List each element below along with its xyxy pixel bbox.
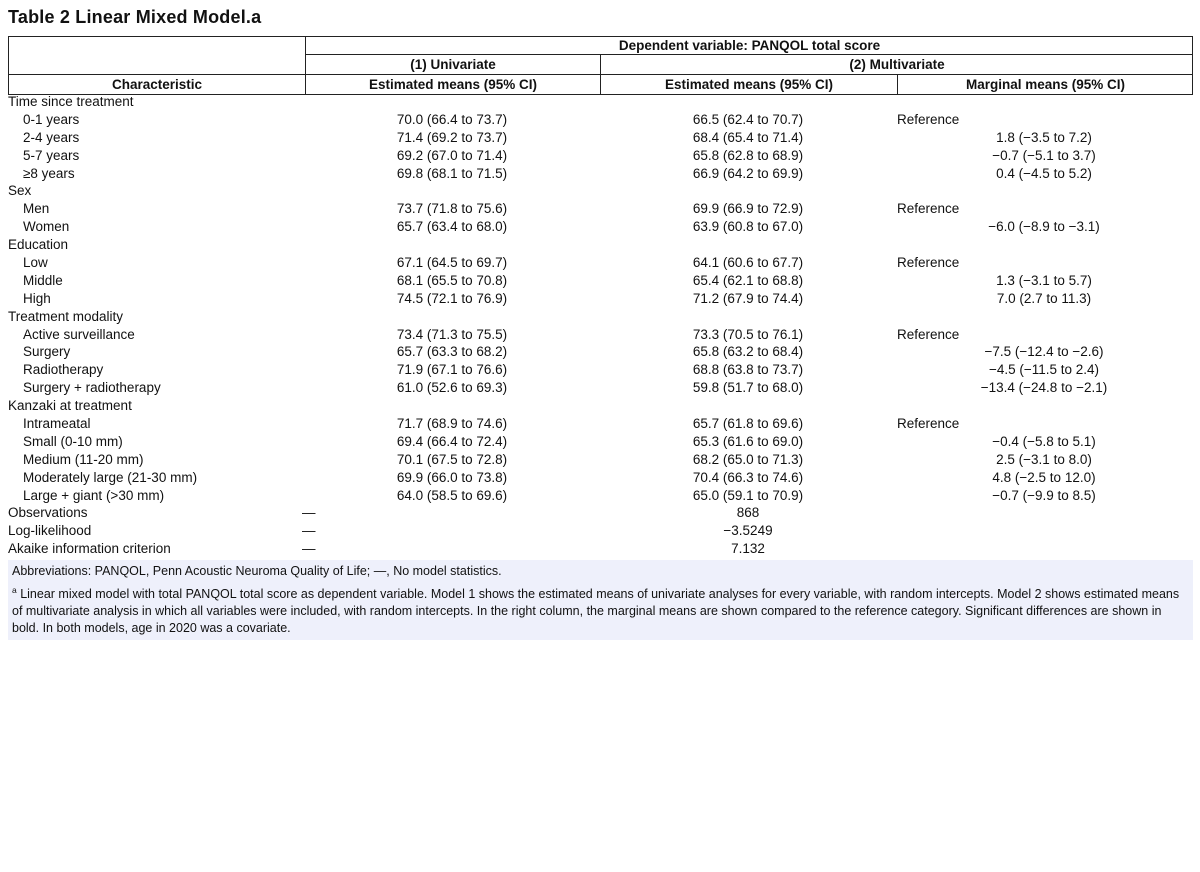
univariate-cell: 61.0 (52.6 to 69.3) <box>396 380 508 396</box>
multivariate-cell: 65.4 (62.1 to 68.8) <box>692 272 804 288</box>
univariate-cell: — <box>302 541 316 557</box>
marginal-cell: Reference <box>897 416 960 432</box>
multivariate-cell: 68.2 (65.0 to 71.3) <box>692 451 804 467</box>
table-row <box>0 379 1200 397</box>
univariate-cell: 69.8 (68.1 to 71.5) <box>396 165 508 181</box>
marginal-cell: Reference <box>897 111 960 127</box>
multivariate-cell: 66.9 (64.2 to 69.9) <box>692 165 804 181</box>
table-row <box>0 254 1200 272</box>
univariate-cell: 69.4 (66.4 to 72.4) <box>396 433 508 449</box>
row-label: Active surveillance <box>23 326 135 342</box>
group-label: Treatment modality <box>8 308 124 324</box>
univariate-cell: 69.9 (66.0 to 73.8) <box>396 469 508 485</box>
marginal-cell: Reference <box>897 255 960 271</box>
univariate-cell: — <box>302 523 316 539</box>
row-label: Men <box>23 201 50 217</box>
dependent-variable-header: Dependent variable: PANQOL total score <box>618 38 881 53</box>
estimated-means-1-header: Estimated means (95% CI) <box>368 77 538 92</box>
marginal-cell: 1.3 (−3.1 to 5.7) <box>996 272 1092 288</box>
row-label: Observations <box>8 505 88 521</box>
group-label: Education <box>8 237 69 253</box>
table-body <box>0 93 1200 558</box>
multivariate-cell: 65.0 (59.1 to 70.9) <box>692 487 804 503</box>
row-label: 2-4 years <box>23 129 80 145</box>
row-label: 5-7 years <box>23 147 80 163</box>
multivariate-cell: 73.3 (70.5 to 76.1) <box>692 326 804 342</box>
multivariate-cell: 64.1 (60.6 to 67.7) <box>692 255 804 271</box>
group-row <box>0 397 1200 415</box>
row-label: Low <box>23 255 48 271</box>
row-label: Surgery <box>23 344 71 360</box>
marginal-cell: 0.4 (−4.5 to 5.2) <box>996 165 1092 181</box>
univariate-cell: 71.4 (69.2 to 73.7) <box>396 129 508 145</box>
table-row <box>0 451 1200 469</box>
row-label: Akaike information criterion <box>8 541 171 557</box>
row-label: Large + giant (>30 mm) <box>23 487 165 503</box>
table-row <box>0 165 1200 183</box>
statistic-row <box>0 504 1200 522</box>
table-row <box>0 272 1200 290</box>
marginal-cell: −0.7 (−9.9 to 8.5) <box>992 487 1096 503</box>
row-label: ≥8 years <box>23 165 75 181</box>
marginal-cell: −6.0 (−8.9 to −3.1) <box>988 219 1100 235</box>
marginal-cell: −13.4 (−24.8 to −2.1) <box>980 380 1108 396</box>
multivariate-cell: 66.5 (62.4 to 70.7) <box>692 111 804 127</box>
multivariate-cell: 7.132 <box>731 541 765 557</box>
group-row <box>0 308 1200 326</box>
group-label: Sex <box>8 183 32 199</box>
multivariate-cell: 65.7 (61.8 to 69.6) <box>692 416 804 432</box>
multivariate-cell: 59.8 (51.7 to 68.0) <box>692 380 804 396</box>
row-label: Medium (11-20 mm) <box>23 451 144 467</box>
univariate-cell: 70.1 (67.5 to 72.8) <box>396 451 508 467</box>
marginal-cell: 2.5 (−3.1 to 8.0) <box>996 451 1092 467</box>
row-label: Log-likelihood <box>8 523 92 539</box>
row-label: 0-1 years <box>23 111 80 127</box>
table-header <box>8 36 1193 95</box>
abbreviations-note: Abbreviations: PANQOL, Penn Acoustic Neuroma Quality of Life; —, No model statistics. <box>12 564 502 578</box>
group-row <box>0 182 1200 200</box>
univariate-cell: 74.5 (72.1 to 76.9) <box>396 290 508 306</box>
multivariate-cell: 65.8 (62.8 to 68.9) <box>692 147 804 163</box>
multivariate-cell: −3.5249 <box>723 523 773 539</box>
marginal-cell: 4.8 (−2.5 to 12.0) <box>992 469 1096 485</box>
multivariate-cell: 65.3 (61.6 to 69.0) <box>692 433 804 449</box>
marginal-cell: −0.7 (−5.1 to 3.7) <box>992 147 1096 163</box>
univariate-cell: 67.1 (64.5 to 69.7) <box>396 255 508 271</box>
univariate-cell: 64.0 (58.5 to 69.6) <box>396 487 508 503</box>
marginal-cell: −0.4 (−5.8 to 5.1) <box>992 433 1096 449</box>
marginal-cell: Reference <box>897 326 960 342</box>
multivariate-cell: 71.2 (67.9 to 74.4) <box>692 290 804 306</box>
table-row <box>0 147 1200 165</box>
model1-header: (1) Univariate <box>410 57 496 72</box>
table-row <box>0 415 1200 433</box>
table-row <box>0 326 1200 344</box>
group-label: Time since treatment <box>8 94 134 109</box>
multivariate-cell: 65.8 (63.2 to 68.4) <box>692 344 804 360</box>
statistic-row <box>0 522 1200 540</box>
row-label: Intrameatal <box>23 416 91 432</box>
marginal-cell: −7.5 (−12.4 to −2.6) <box>984 344 1104 360</box>
univariate-cell: 69.2 (67.0 to 71.4) <box>396 147 508 163</box>
model2-header: (2) Multivariate <box>849 57 945 72</box>
statistic-row <box>0 540 1200 558</box>
table-row <box>0 487 1200 505</box>
row-label: Middle <box>23 272 63 288</box>
table-row <box>0 469 1200 487</box>
marginal-cell: 1.8 (−3.5 to 7.2) <box>996 129 1092 145</box>
table-row <box>0 111 1200 129</box>
table-row <box>0 290 1200 308</box>
univariate-cell: 73.7 (71.8 to 75.6) <box>396 201 508 217</box>
row-label: Small (0-10 mm) <box>23 433 123 449</box>
univariate-cell: 71.9 (67.1 to 76.6) <box>396 362 508 378</box>
characteristic-header: Characteristic <box>111 77 203 92</box>
footnote <box>12 586 1189 637</box>
marginal-cell: Reference <box>897 201 960 217</box>
multivariate-cell: 63.9 (60.8 to 67.0) <box>692 219 804 235</box>
table-row <box>0 218 1200 236</box>
row-label: Women <box>23 219 70 235</box>
table-row <box>0 129 1200 147</box>
group-row <box>0 236 1200 254</box>
row-label: Moderately large (21-30 mm) <box>23 469 198 485</box>
footnote-mark: a <box>12 584 17 595</box>
univariate-cell: 71.7 (68.9 to 74.6) <box>396 416 508 432</box>
univariate-cell: 65.7 (63.3 to 68.2) <box>396 344 508 360</box>
multivariate-cell: 69.9 (66.9 to 72.9) <box>692 201 804 217</box>
table-row <box>0 200 1200 218</box>
marginal-means-header: Marginal means (95% CI) <box>965 77 1126 92</box>
multivariate-cell: 68.4 (65.4 to 71.4) <box>692 129 804 145</box>
multivariate-cell: 70.4 (66.3 to 74.6) <box>692 469 804 485</box>
univariate-cell: — <box>302 505 316 521</box>
univariate-cell: 73.4 (71.3 to 75.5) <box>396 326 508 342</box>
footnote-text: Linear mixed model with total PANQOL total score as dependent variable. Model 1 shows the estimated means of univariate analyses for every variable, with random intercepts. Model 2 shows estimated means of multivariate analysis in which all variables were included, with random intercepts. In the right column, the marginal means are shown compared to the reference category. Significant differences are shown in bold. In both models, age in 2020 was a covariate. <box>12 587 1180 635</box>
estimated-means-2-header: Estimated means (95% CI) <box>664 77 834 92</box>
univariate-cell: 70.0 (66.4 to 73.7) <box>396 111 508 127</box>
table-row <box>0 433 1200 451</box>
group-label: Kanzaki at treatment <box>8 398 132 414</box>
multivariate-cell: 68.8 (63.8 to 73.7) <box>692 362 804 378</box>
row-label: Surgery + radiotherapy <box>23 380 161 396</box>
table-row <box>0 343 1200 361</box>
group-row <box>0 93 1200 111</box>
table-row <box>0 361 1200 379</box>
univariate-cell: 68.1 (65.5 to 70.8) <box>396 272 508 288</box>
marginal-cell: 7.0 (2.7 to 11.3) <box>996 290 1092 306</box>
table-title: Table 2 Linear Mixed Model.a <box>8 7 262 27</box>
marginal-cell: −4.5 (−11.5 to 2.4) <box>988 362 1100 378</box>
table-notes <box>8 560 1193 640</box>
row-label: Radiotherapy <box>23 362 104 378</box>
row-label: High <box>23 290 51 306</box>
multivariate-cell: 868 <box>736 505 760 521</box>
univariate-cell: 65.7 (63.4 to 68.0) <box>396 219 508 235</box>
